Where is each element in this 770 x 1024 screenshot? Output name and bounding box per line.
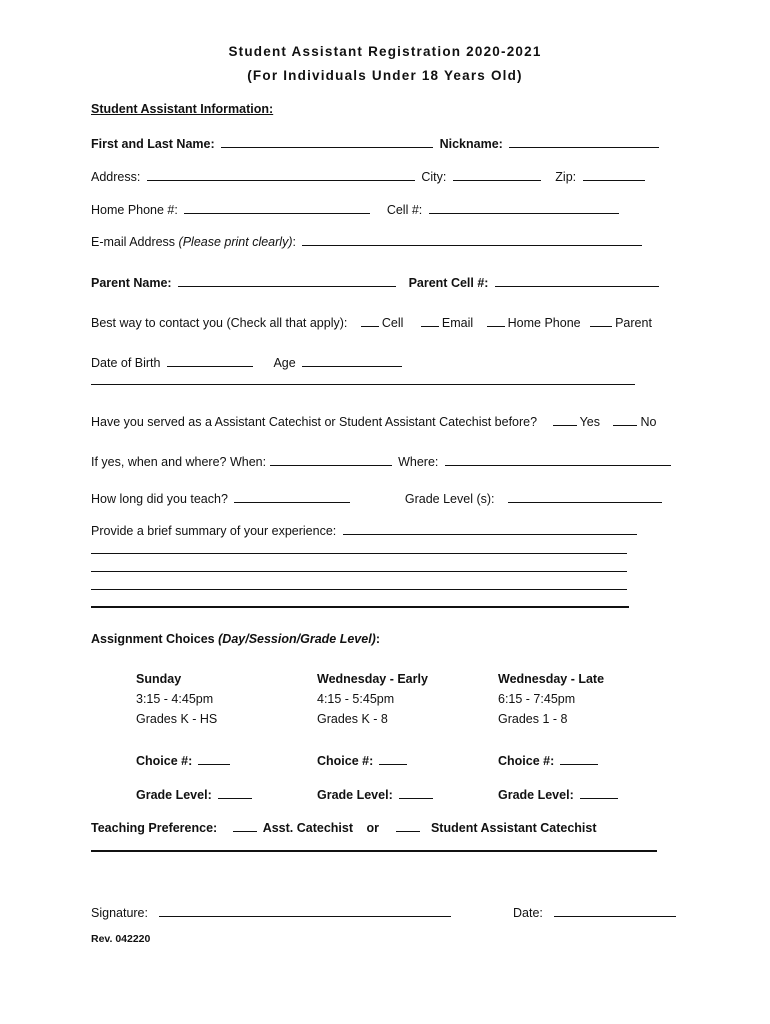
assignment-day: Wednesday - Late: [498, 672, 605, 686]
address-row: [91, 168, 648, 184]
student-assistant-catechist-label: Student Assistant Catechist: [430, 821, 597, 835]
choice-sunday: [136, 752, 233, 768]
dob-field[interactable]: [167, 354, 253, 367]
form-subtitle: (For Individuals Under 18 Years Old): [247, 68, 523, 83]
summary-line-4[interactable]: [91, 589, 627, 590]
contact-row: [91, 314, 652, 330]
grade-level-sunday-field[interactable]: [218, 786, 252, 799]
served-yes-field[interactable]: [553, 413, 577, 426]
choice-label: Choice #:: [498, 754, 555, 768]
revision-label: Rev. 042220: [91, 933, 151, 945]
served-no-label: No: [640, 415, 657, 429]
assignment-col-wednesday-late: [498, 669, 604, 729]
how-long-label: How long did you teach?: [91, 492, 228, 506]
summary-row: [91, 522, 640, 538]
assignment-heading: [91, 632, 380, 646]
assignment-grades: Grades K - HS: [136, 712, 218, 726]
assignment-time: 6:15 - 7:45pm: [498, 692, 576, 706]
section-heading-student-info: Student Assistant Information:: [91, 102, 274, 116]
if-yes-when-label: If yes, when and where? When:: [91, 455, 267, 469]
date-label: Date:: [513, 906, 543, 920]
parent-name-label: Parent Name:: [91, 276, 172, 290]
grade-level-label: Grade Level:: [317, 788, 393, 802]
first-last-name-field[interactable]: [221, 135, 433, 148]
assignment-heading-detail: (Day/Session/Grade Level): [218, 632, 376, 646]
assignment-day: Wednesday - Early: [317, 672, 428, 686]
divider-line: [91, 384, 635, 385]
choice-label: Choice #:: [317, 754, 374, 768]
contact-prompt: Best way to contact you (Check all that apply):: [91, 316, 348, 330]
grade-level-label: Grade Level:: [136, 788, 212, 802]
served-no-field[interactable]: [613, 413, 637, 426]
where-field[interactable]: [445, 453, 671, 466]
age-field[interactable]: [302, 354, 402, 367]
email-colon: :: [292, 235, 296, 249]
email-row: [91, 233, 645, 249]
how-long-field[interactable]: [234, 490, 350, 503]
cell-label: Cell #:: [386, 203, 423, 217]
teaching-preference-label: Teaching Preference:: [91, 821, 218, 835]
grade-level-s-label: Grade Level (s):: [404, 492, 495, 506]
summary-line-2[interactable]: [91, 553, 627, 554]
choice-wednesday-late: [498, 752, 601, 768]
form-title: Student Assistant Registration 2020-2021: [228, 44, 542, 59]
contact-option-home-phone: Home Phone: [507, 316, 581, 330]
grade-level-label: Grade Level:: [498, 788, 574, 802]
city-label: City:: [421, 170, 447, 184]
served-row: [91, 413, 656, 429]
signature-label: Signature:: [91, 906, 148, 920]
signature-field[interactable]: [159, 904, 451, 917]
home-phone-field[interactable]: [184, 201, 370, 214]
nickname-field[interactable]: [509, 135, 659, 148]
assignment-col-sunday: [136, 669, 217, 729]
nickname-label: Nickname:: [439, 137, 503, 151]
how-long-row: [91, 490, 665, 506]
grade-level-wednesday-late-field[interactable]: [580, 786, 618, 799]
grade-level-wednesday-early: [317, 786, 436, 802]
or-label: or: [366, 821, 379, 835]
grade-level-wednesday-early-field[interactable]: [399, 786, 433, 799]
age-label: Age: [273, 356, 296, 370]
choice-wednesday-late-field[interactable]: [560, 752, 598, 765]
first-last-name-label: First and Last Name:: [91, 137, 215, 151]
city-field[interactable]: [453, 168, 541, 181]
email-note: (Please print clearly): [178, 235, 293, 249]
grade-level-s-field[interactable]: [508, 490, 662, 503]
grade-level-wednesday-late: [498, 786, 621, 802]
assignment-col-wednesday-early: [317, 669, 428, 729]
contact-email-checkbox[interactable]: [421, 314, 439, 327]
grade-level-sunday: [136, 786, 255, 802]
home-phone-label: Home Phone #:: [91, 203, 178, 217]
contact-option-email: Email: [441, 316, 474, 330]
if-yes-row: [91, 453, 674, 469]
cell-field[interactable]: [429, 201, 619, 214]
parent-name-field[interactable]: [178, 274, 396, 287]
served-yes-label: Yes: [579, 415, 600, 429]
summary-field-line1[interactable]: [343, 522, 637, 535]
choice-wednesday-early-field[interactable]: [379, 752, 407, 765]
contact-cell-checkbox[interactable]: [361, 314, 379, 327]
choice-sunday-field[interactable]: [198, 752, 230, 765]
signature-row: [91, 904, 454, 920]
summary-label: Provide a brief summary of your experience:: [91, 524, 337, 538]
served-question: Have you served as a Assistant Catechist or Student Assistant Catechist before?: [91, 415, 538, 429]
contact-option-cell: Cell: [381, 316, 404, 330]
assignment-grades: Grades K - 8: [317, 712, 388, 726]
assignment-day: Sunday: [136, 672, 182, 686]
summary-line-5[interactable]: [91, 606, 629, 608]
email-label: E-mail Address: [91, 235, 176, 249]
address-field[interactable]: [147, 168, 415, 181]
teaching-preference-row: [91, 819, 597, 835]
contact-option-parent: Parent: [615, 316, 652, 330]
choice-wednesday-early: [317, 752, 410, 768]
asst-catechist-field[interactable]: [233, 819, 257, 832]
assignment-grades: Grades 1 - 8: [498, 712, 568, 726]
dob-row: [91, 354, 405, 370]
parent-row: [91, 274, 662, 290]
assignment-time: 4:15 - 5:45pm: [317, 692, 395, 706]
summary-line-3[interactable]: [91, 571, 627, 572]
choice-label: Choice #:: [136, 754, 193, 768]
contact-home-phone-checkbox[interactable]: [487, 314, 505, 327]
student-assistant-catechist-field[interactable]: [396, 819, 420, 832]
address-label: Address:: [91, 170, 141, 184]
parent-cell-field[interactable]: [495, 274, 659, 287]
name-row: [91, 135, 662, 151]
asst-catechist-label: Asst. Catechist: [262, 821, 354, 835]
dob-label: Date of Birth: [91, 356, 161, 370]
parent-cell-label: Parent Cell #:: [408, 276, 489, 290]
assignment-heading-colon: :: [375, 632, 380, 646]
date-field[interactable]: [554, 904, 676, 917]
email-field[interactable]: [302, 233, 642, 246]
when-field[interactable]: [270, 453, 392, 466]
contact-parent-checkbox[interactable]: [590, 314, 612, 327]
assignment-heading-label: Assignment Choices: [91, 632, 215, 646]
where-label: Where:: [398, 455, 439, 469]
zip-field[interactable]: [583, 168, 645, 181]
phone-row: [91, 201, 622, 217]
assignment-time: 3:15 - 4:45pm: [136, 692, 214, 706]
zip-label: Zip:: [555, 170, 577, 184]
divider-line-thick: [91, 850, 657, 852]
date-row: [513, 904, 679, 920]
